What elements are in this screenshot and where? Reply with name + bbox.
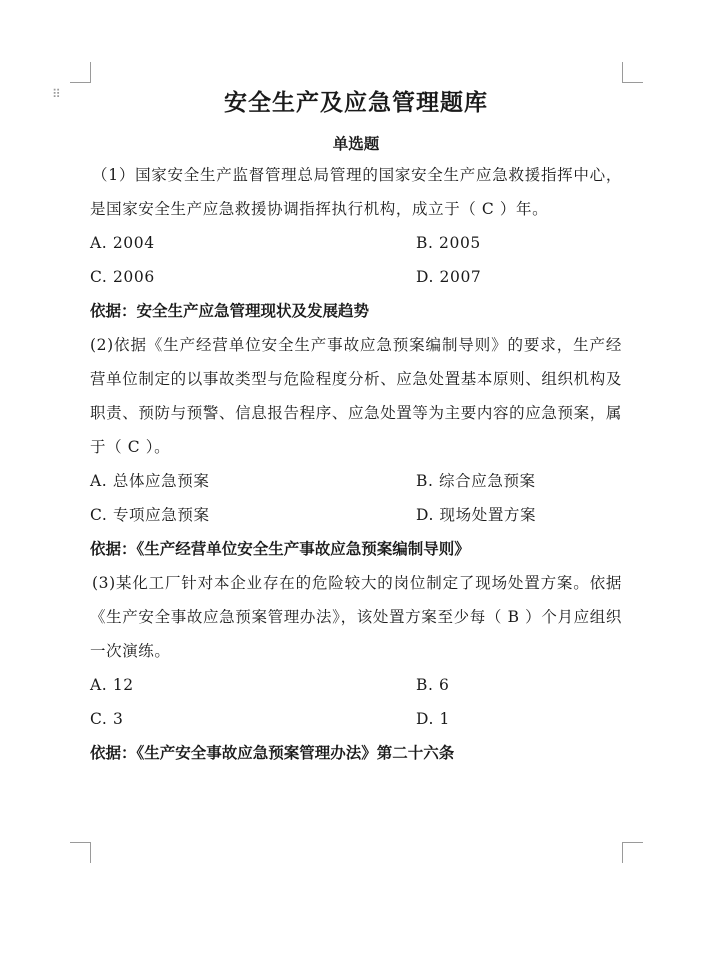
option-b: B. 2005 (416, 234, 481, 252)
option-c: C. 专项应急预案 (90, 506, 210, 524)
option-row (90, 702, 622, 736)
option-row (90, 464, 622, 498)
option-a: A. 2004 (90, 234, 155, 252)
section-heading: 单选题 (332, 135, 380, 153)
page-corner-mark (70, 62, 91, 83)
option-a: A. 12 (90, 676, 134, 694)
option-c: C. 2006 (90, 268, 155, 286)
option-row (90, 668, 622, 702)
page-corner-mark (622, 842, 643, 863)
option-d: D. 2007 (416, 268, 482, 286)
question-text: （1）国家安全生产监督管理总局管理的国家安全生产应急救援指挥中心，是国家安全生产应急救援协调指挥执行机构，成立于（ C ）年。 (90, 166, 622, 218)
option-a: A. 总体应急预案 (90, 472, 210, 490)
page-corner-mark (622, 62, 643, 83)
answer-basis: 依据：《生产安全事故应急预案管理办法》第二十六条 (90, 744, 455, 762)
option-row (90, 260, 622, 294)
question-text: (3)某化工厂针对本企业存在的危险较大的岗位制定了现场处置方案。依据《生产安全事故应急预案管理办法》，该处置方案至少每（ B ）个月应组织一次演练。 (90, 574, 622, 660)
question-text: (2)依据《生产经营单位安全生产事故应急预案编制导则》的要求，生产经营单位制定的以事故类型与危险程度分析、应急处置基本原则、组织机构及职责、预防与预警、信息报告程序、应急处置等为主要内容的应急预案，属于（ C ）。 (90, 336, 622, 456)
option-row (90, 498, 622, 532)
option-c: C. 3 (90, 710, 124, 728)
page-corner-mark (70, 842, 91, 863)
answer-basis: 依据：《生产经营单位安全生产事故应急预案编制导则》 (90, 540, 470, 558)
document-body (90, 86, 622, 770)
option-d: D. 现场处置方案 (416, 506, 537, 524)
drag-handle-icon[interactable]: ⠿ (52, 87, 60, 101)
answer-basis: 依据：安全生产应急管理现状及发展趋势 (90, 302, 370, 320)
option-b: B. 综合应急预案 (416, 472, 536, 490)
option-d: D. 1 (416, 710, 450, 728)
option-b: B. 6 (416, 676, 450, 694)
option-row (90, 226, 622, 260)
document-title: 安全生产及应急管理题库 (224, 90, 488, 116)
